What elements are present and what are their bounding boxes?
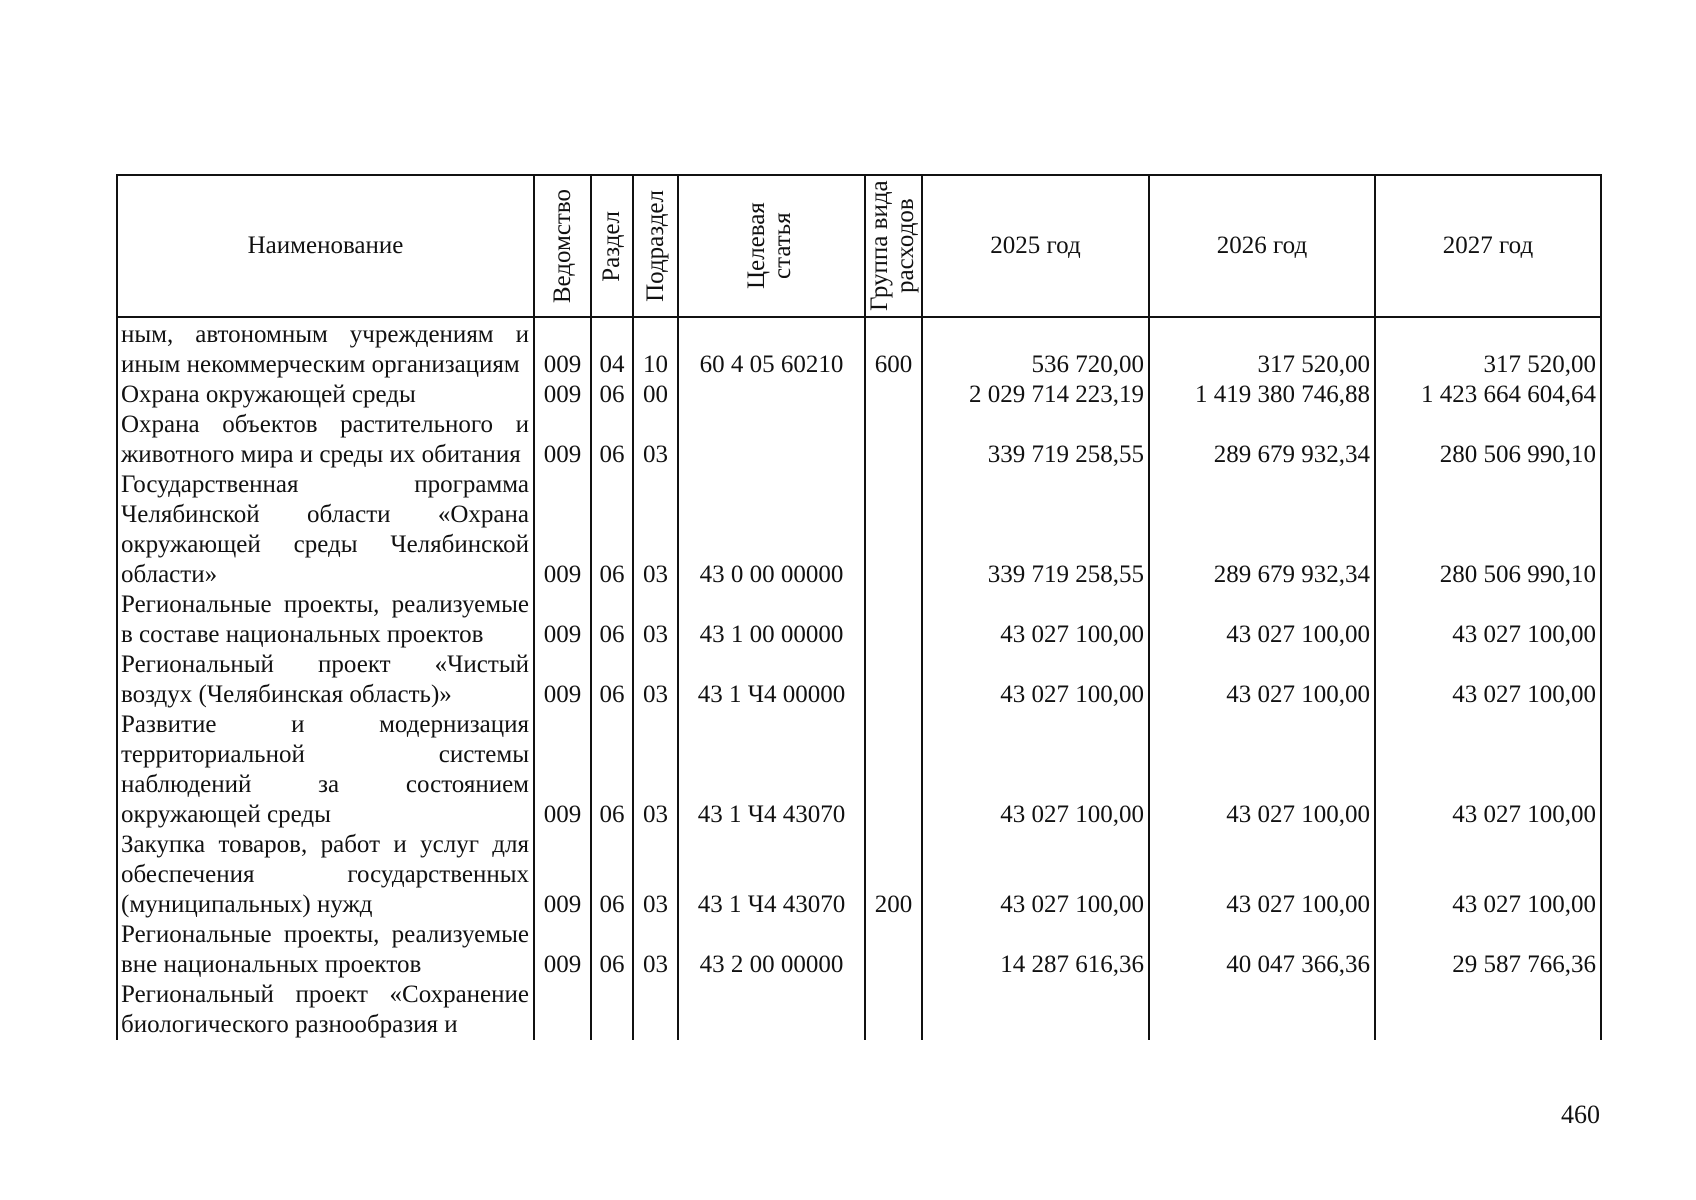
cell-vedomstvo: 009 xyxy=(534,410,591,470)
table-row xyxy=(117,830,1601,920)
cell-razdel: 06 xyxy=(591,920,633,980)
header-2025: 2025 год xyxy=(922,175,1149,317)
cell-podrazdel: 10 xyxy=(633,317,678,380)
cell-2027: 43 027 100,00 xyxy=(1375,830,1601,920)
cell-2026: 317 520,00 xyxy=(1149,317,1375,380)
header-row xyxy=(117,175,1601,317)
cell-vedomstvo: 009 xyxy=(534,317,591,380)
cell-2025: 536 720,00 xyxy=(922,317,1149,380)
cell-name: Охрана окружающей среды xyxy=(117,380,534,410)
cell-vedomstvo: 009 xyxy=(534,590,591,650)
table-row xyxy=(117,710,1601,830)
header-group: Группа вида расходов xyxy=(865,175,922,317)
cell-vedomstvo: 009 xyxy=(534,830,591,920)
table-row xyxy=(117,317,1601,380)
cell-2027: 280 506 990,10 xyxy=(1375,410,1601,470)
cell-name: ным, автономным учреждениям и иным некоммерческим организациям xyxy=(117,317,534,380)
table-row xyxy=(117,920,1601,980)
cell-podrazdel: 03 xyxy=(633,410,678,470)
page-number: 460 xyxy=(1561,1100,1600,1129)
cell-target: 43 0 00 00000 xyxy=(678,470,865,590)
cell-target xyxy=(678,410,865,470)
cell-vedomstvo xyxy=(534,980,591,1040)
cell-razdel: 06 xyxy=(591,710,633,830)
cell-2025: 43 027 100,00 xyxy=(922,830,1149,920)
cell-name: Государственная программа Челябинской области «Охрана окружающей среды Челябинской области» xyxy=(117,470,534,590)
header-2026: 2026 год xyxy=(1149,175,1375,317)
cell-2027: 29 587 766,36 xyxy=(1375,920,1601,980)
budget-table xyxy=(116,174,1602,1040)
cell-target: 43 1 00 00000 xyxy=(678,590,865,650)
cell-target xyxy=(678,980,865,1040)
table-row xyxy=(117,380,1601,410)
cell-group xyxy=(865,590,922,650)
cell-group xyxy=(865,710,922,830)
cell-razdel xyxy=(591,980,633,1040)
cell-podrazdel: 03 xyxy=(633,590,678,650)
cell-group xyxy=(865,980,922,1040)
cell-podrazdel: 03 xyxy=(633,710,678,830)
cell-2026: 289 679 932,34 xyxy=(1149,470,1375,590)
cell-2025: 43 027 100,00 xyxy=(922,650,1149,710)
cell-target: 60 4 05 60210 xyxy=(678,317,865,380)
cell-2027: 43 027 100,00 xyxy=(1375,650,1601,710)
cell-2026 xyxy=(1149,980,1375,1040)
cell-name: Закупка товаров, работ и услуг для обеспечения государственных (муниципальных) нужд xyxy=(117,830,534,920)
cell-vedomstvo: 009 xyxy=(534,920,591,980)
cell-group xyxy=(865,470,922,590)
cell-2025: 2 029 714 223,19 xyxy=(922,380,1149,410)
cell-2026: 1 419 380 746,88 xyxy=(1149,380,1375,410)
cell-target: 43 1 Ч4 43070 xyxy=(678,830,865,920)
cell-podrazdel: 03 xyxy=(633,830,678,920)
cell-2027 xyxy=(1375,980,1601,1040)
cell-name: Региональные проекты, реализуемые вне национальных проектов xyxy=(117,920,534,980)
cell-name: Региональный проект «Чистый воздух (Челябинская область)» xyxy=(117,650,534,710)
cell-podrazdel: 00 xyxy=(633,380,678,410)
cell-2026: 43 027 100,00 xyxy=(1149,650,1375,710)
cell-2026: 43 027 100,00 xyxy=(1149,830,1375,920)
cell-group: 600 xyxy=(865,317,922,380)
cell-vedomstvo: 009 xyxy=(534,650,591,710)
cell-group xyxy=(865,380,922,410)
cell-group xyxy=(865,410,922,470)
cell-2025: 339 719 258,55 xyxy=(922,470,1149,590)
cell-target: 43 2 00 00000 xyxy=(678,920,865,980)
cell-razdel: 06 xyxy=(591,830,633,920)
header-name: Наименование xyxy=(117,175,534,317)
cell-name: Развитие и модернизация территориальной системы наблюдений за состоянием окружающей среды xyxy=(117,710,534,830)
header-podrazdel: Подраздел xyxy=(633,175,678,317)
table-row xyxy=(117,470,1601,590)
cell-group xyxy=(865,920,922,980)
table-row xyxy=(117,410,1601,470)
cell-target xyxy=(678,380,865,410)
cell-razdel: 06 xyxy=(591,410,633,470)
cell-name: Охрана объектов растительного и животного мира и среды их обитания xyxy=(117,410,534,470)
cell-vedomstvo: 009 xyxy=(534,470,591,590)
cell-2025: 14 287 616,36 xyxy=(922,920,1149,980)
table-row xyxy=(117,650,1601,710)
header-2027: 2027 год xyxy=(1375,175,1601,317)
cell-2025 xyxy=(922,980,1149,1040)
cell-razdel: 06 xyxy=(591,650,633,710)
cell-2026: 289 679 932,34 xyxy=(1149,410,1375,470)
header-razdel: Раздел xyxy=(591,175,633,317)
cell-2026: 43 027 100,00 xyxy=(1149,590,1375,650)
cell-group xyxy=(865,650,922,710)
cell-2025: 43 027 100,00 xyxy=(922,710,1149,830)
table-row xyxy=(117,980,1601,1040)
table-row xyxy=(117,590,1601,650)
cell-razdel: 06 xyxy=(591,590,633,650)
cell-podrazdel: 03 xyxy=(633,470,678,590)
cell-2027: 1 423 664 604,64 xyxy=(1375,380,1601,410)
cell-2027: 43 027 100,00 xyxy=(1375,590,1601,650)
header-target: Целевая статья xyxy=(678,175,865,317)
cell-name: Региональные проекты, реализуемые в составе национальных проектов xyxy=(117,590,534,650)
cell-podrazdel: 03 xyxy=(633,650,678,710)
cell-2026: 43 027 100,00 xyxy=(1149,710,1375,830)
cell-razdel: 04 xyxy=(591,317,633,380)
cell-target: 43 1 Ч4 43070 xyxy=(678,710,865,830)
cell-2027: 43 027 100,00 xyxy=(1375,710,1601,830)
header-vedomstvo: Ведомство xyxy=(534,175,591,317)
cell-podrazdel xyxy=(633,980,678,1040)
cell-target: 43 1 Ч4 00000 xyxy=(678,650,865,710)
cell-podrazdel: 03 xyxy=(633,920,678,980)
cell-vedomstvo: 009 xyxy=(534,710,591,830)
cell-2025: 43 027 100,00 xyxy=(922,590,1149,650)
cell-razdel: 06 xyxy=(591,380,633,410)
cell-vedomstvo: 009 xyxy=(534,380,591,410)
cell-2025: 339 719 258,55 xyxy=(922,410,1149,470)
cell-2027: 317 520,00 xyxy=(1375,317,1601,380)
cell-2026: 40 047 366,36 xyxy=(1149,920,1375,980)
cell-group: 200 xyxy=(865,830,922,920)
cell-name: Региональный проект «Сохранение биологического разнообразия и xyxy=(117,980,534,1040)
cell-razdel: 06 xyxy=(591,470,633,590)
cell-2027: 280 506 990,10 xyxy=(1375,470,1601,590)
